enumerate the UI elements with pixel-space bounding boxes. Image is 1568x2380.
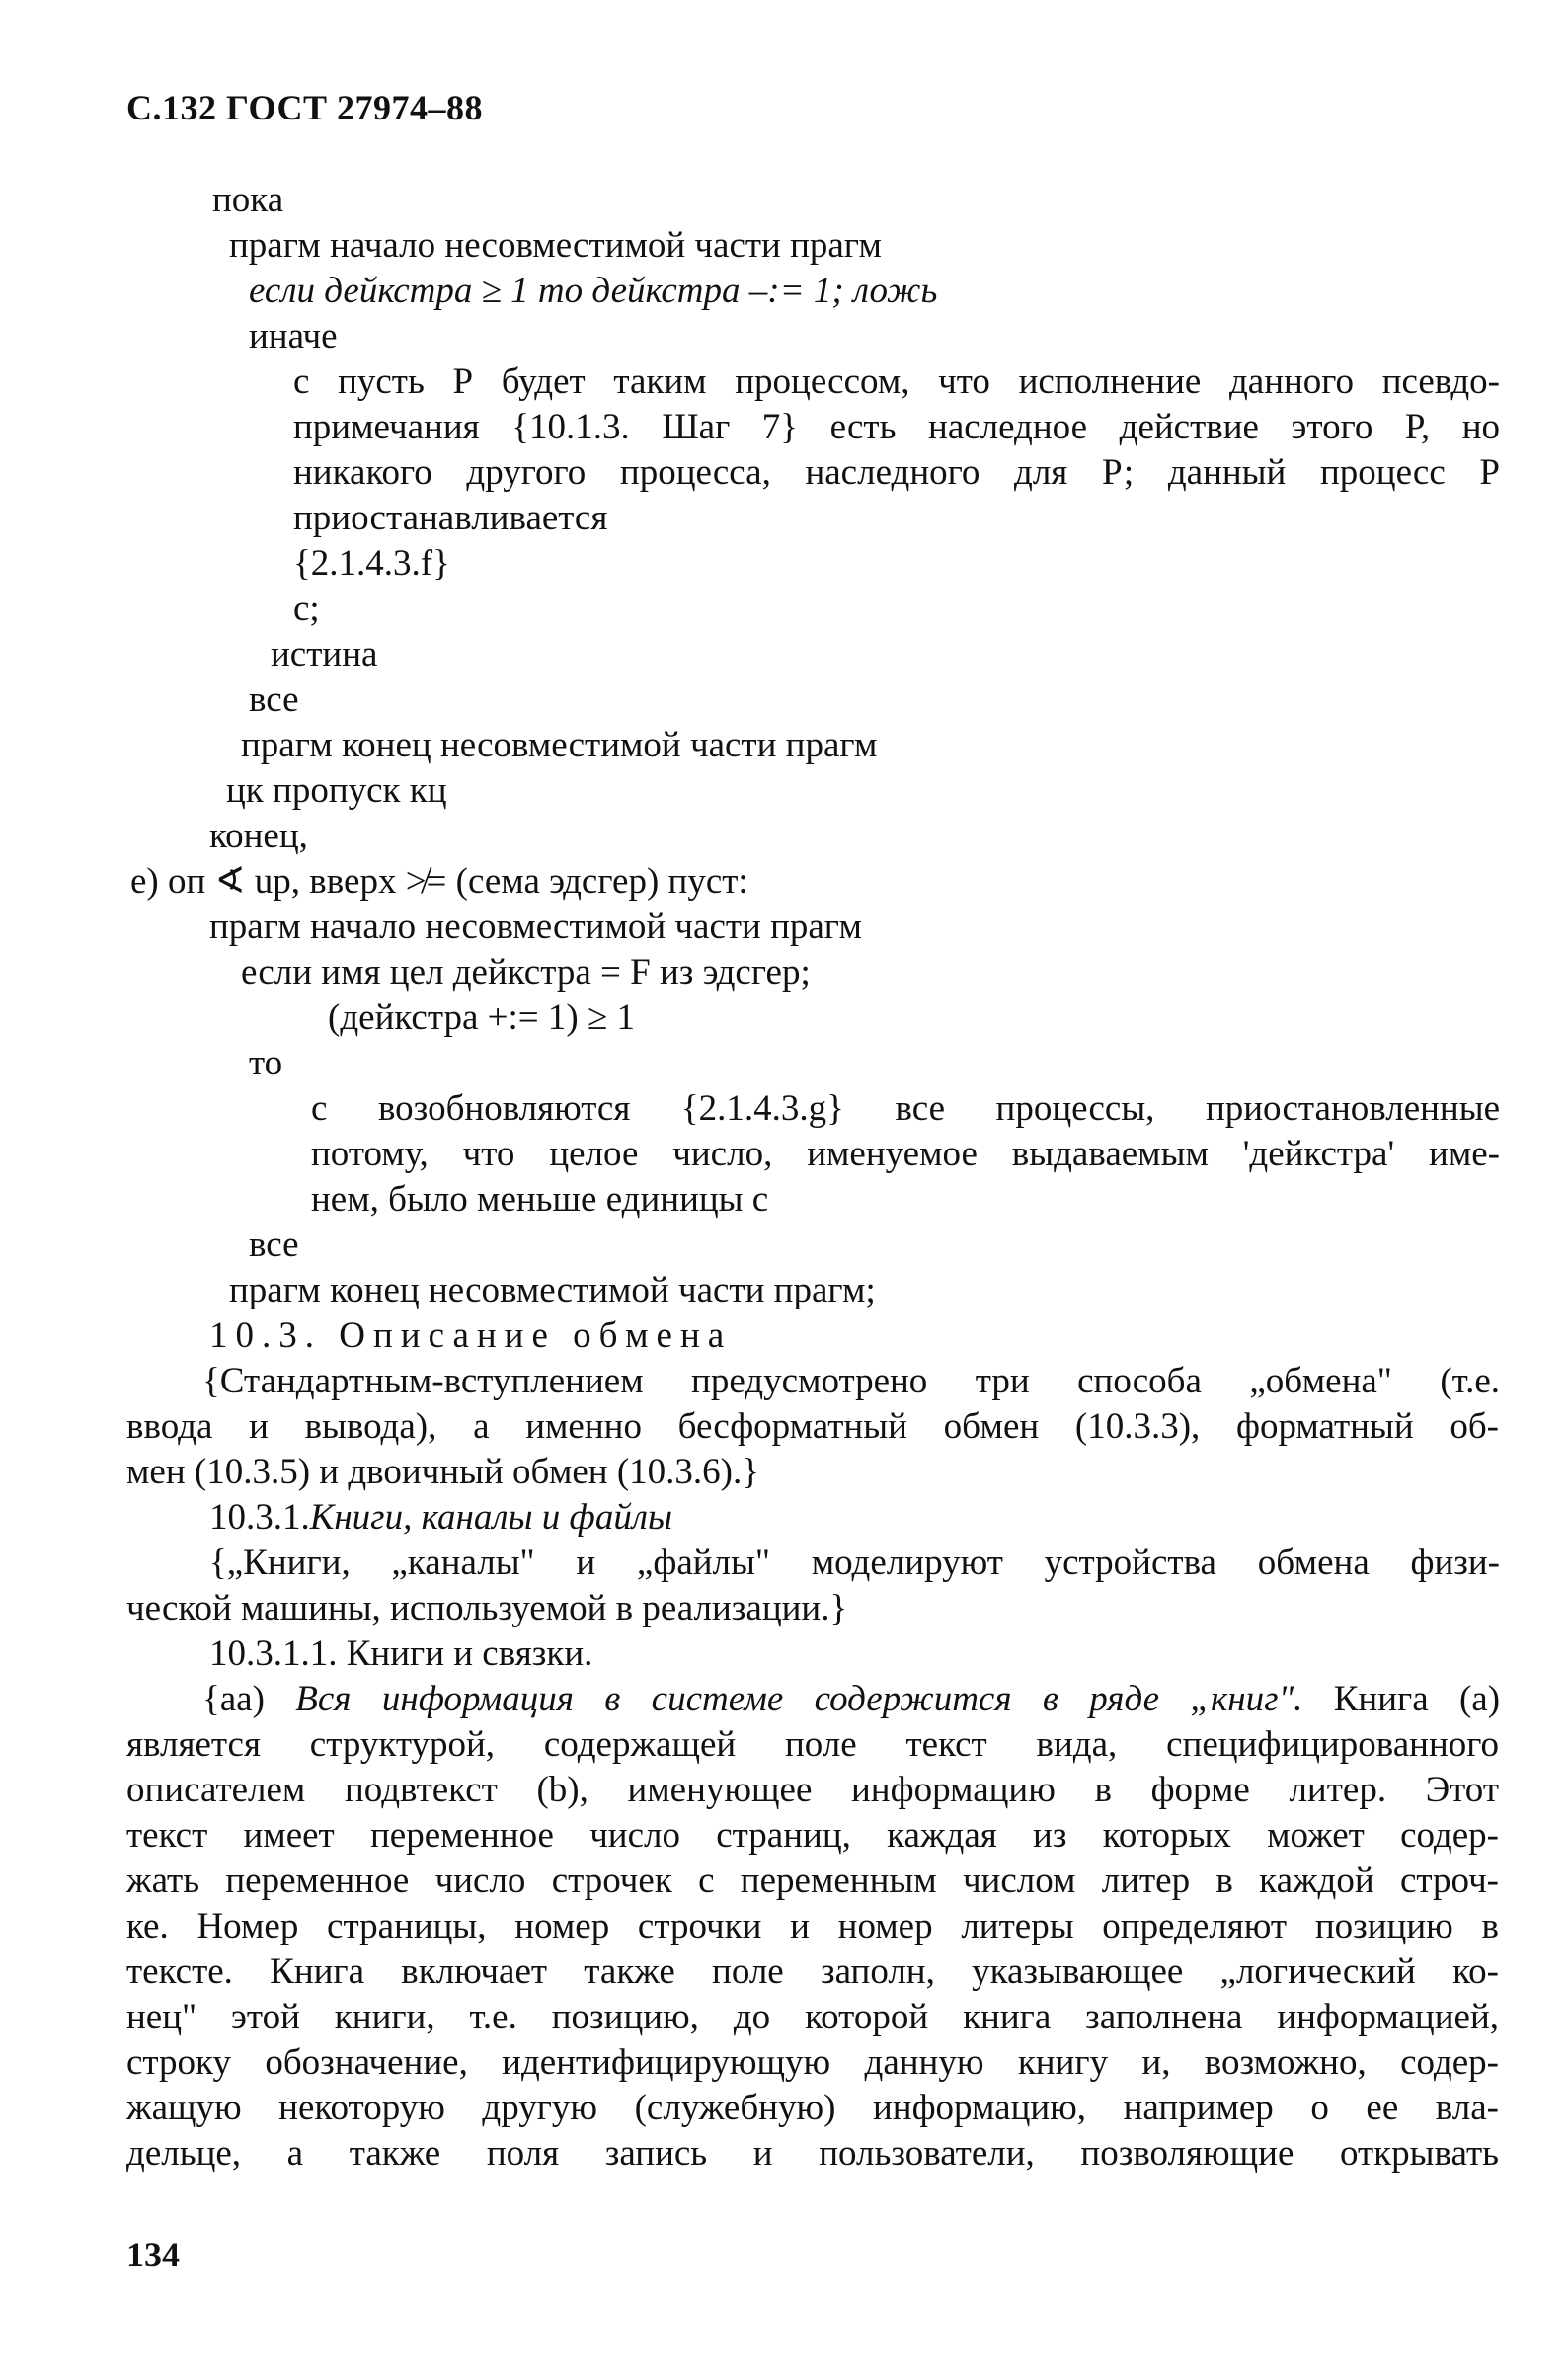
text-line: прагм конец несовместимой части прагм bbox=[241, 725, 878, 765]
text-line: описателем подвтекст (b), именующее информацию в форме литер. Этот bbox=[126, 1770, 1499, 1810]
text-line: прагм конец несовместимой части прагм; bbox=[229, 1270, 876, 1310]
text-line: мен (10.3.5) и двоичный обмен (10.3.6).} bbox=[126, 1452, 759, 1492]
text-line: нем, было меньше единицы с bbox=[311, 1179, 769, 1220]
text-line: ческой машины, используемой в реализации.} bbox=[126, 1588, 848, 1628]
text-line: е) оп ∢ up, вверх ≯= (сема эдсгер) пуст: bbox=[130, 861, 748, 902]
text-span-italic: Вся информация в системе содержится в ряде „книг". bbox=[295, 1679, 1303, 1719]
text-line: с; bbox=[293, 589, 320, 629]
text-line bbox=[202, 1678, 1500, 1721]
text-line: пока bbox=[212, 180, 284, 220]
subsection-number: 10.3.1. bbox=[209, 1497, 310, 1538]
text-line: тексте. Книга включает также поле заполн, указывающее „логический ко- bbox=[126, 1951, 1499, 1992]
text-line: является структурой, содержащей поле текст вида, специфицированного bbox=[126, 1724, 1499, 1765]
text-line: если дейкстра ≥ 1 то дейкстра –:= 1; ложь bbox=[249, 271, 938, 311]
text-line: ке. Номер страницы, номер строчки и номер литеры определяют позицию в bbox=[126, 1906, 1499, 1946]
text-line: примечания {10.1.3. Шаг 7} есть наследное действие этого Р, но bbox=[293, 407, 1500, 447]
text-line: с возобновляются {2.1.4.3.g} все процессы, приостановленные bbox=[311, 1088, 1500, 1129]
text-line: все bbox=[249, 1225, 299, 1265]
text-line: с пусть Р будет таким процессом, что исполнение данного псевдо- bbox=[293, 361, 1500, 402]
text-line: конец, bbox=[209, 816, 308, 856]
text-line: нец" этой книги, т.е. позицию, до которой книга заполнена информацией, bbox=[126, 1997, 1499, 2037]
text-line: строку обозначение, идентифицирующую данную книгу и, возможно, содер- bbox=[126, 2042, 1499, 2083]
text-span: Книга (а) bbox=[1333, 1679, 1500, 1719]
subsection-heading bbox=[209, 1496, 672, 1540]
text-line: {„Книги, „каналы" и „файлы" моделируют устройства обмена физи- bbox=[209, 1543, 1500, 1583]
text-line: 10.3.1.1. Книги и связки. bbox=[209, 1633, 593, 1674]
text-line: (дейкстра +:= 1) ≥ 1 bbox=[328, 997, 636, 1038]
text-line: жать переменное число строчек с переменным числом литер в каждой строч- bbox=[126, 1861, 1499, 1901]
section-heading-text: 10.3. Описание обмена bbox=[209, 1315, 733, 1356]
text-line: все bbox=[249, 679, 299, 720]
page-number: 134 bbox=[126, 2235, 180, 2274]
text-line: прагм начало несовместимой части прагм bbox=[229, 225, 882, 266]
text-line: то bbox=[249, 1043, 283, 1083]
subsection-title: Книги, каналы и файлы bbox=[309, 1497, 673, 1538]
text-line: потому, что целое число, именуемое выдаваемым 'дейкстра' име- bbox=[311, 1134, 1500, 1174]
text-line: {2.1.4.3.f} bbox=[293, 543, 450, 584]
text-line: цк пропуск кц bbox=[226, 770, 447, 811]
text-line: иначе bbox=[249, 316, 338, 357]
text-line: ввода и вывода), а именно бесформатный обмен (10.3.3), форматный об- bbox=[126, 1406, 1499, 1447]
text-line: прагм начало несовместимой части прагм bbox=[209, 907, 862, 947]
text-line: никакого другого процесса, наследного для Р; данный процесс Р bbox=[293, 452, 1500, 493]
text-span: {аа) bbox=[202, 1679, 265, 1719]
text-line: дельце, а также поля запись и пользователи, позволяющие открывать bbox=[126, 2133, 1499, 2174]
text-line: истина bbox=[271, 634, 378, 674]
page-header: С.132 ГОСТ 27974–88 bbox=[126, 88, 483, 127]
text-line: если имя цел дейкстра = F из эдсгер; bbox=[241, 952, 811, 992]
text-line: жащую некоторую другую (служебную) информацию, например о ее вла- bbox=[126, 2088, 1499, 2128]
text-line: текст имеет переменное число страниц, каждая из которых может содер- bbox=[126, 1815, 1499, 1856]
text-line: {Стандартным-вступлением предусмотрено три способа „обмена" (т.е. bbox=[202, 1361, 1500, 1401]
text-line: приостанавливается bbox=[293, 498, 608, 538]
section-heading bbox=[209, 1314, 732, 1358]
